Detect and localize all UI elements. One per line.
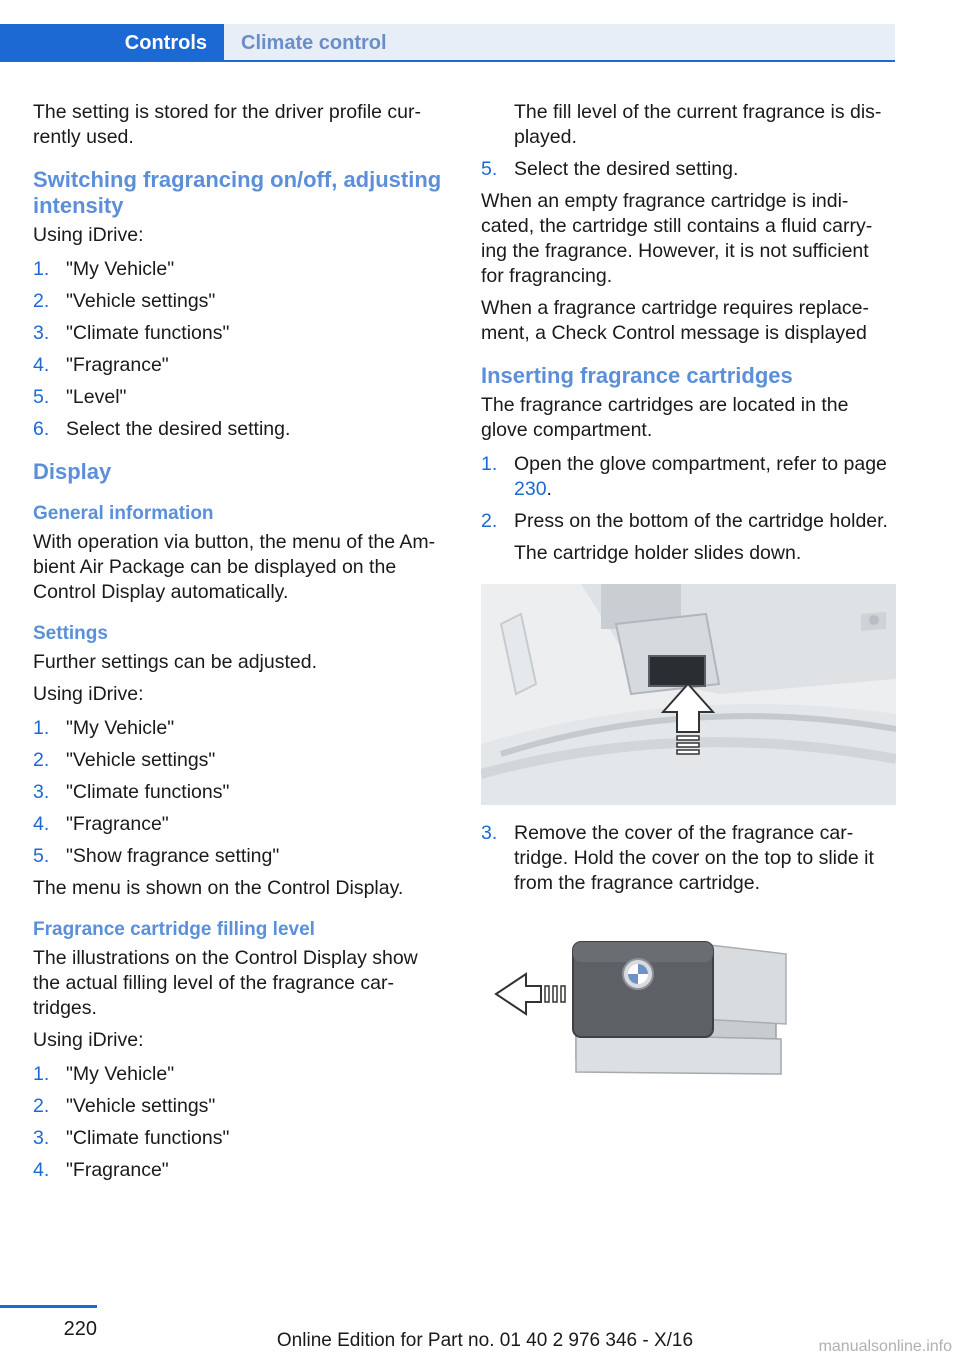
intro-text: The setting is stored for the driver profile cur-rently used.: [33, 101, 421, 148]
list-item: 6. Select the desired setting.: [33, 418, 291, 440]
list-item: 3. "Climate functions": [33, 322, 230, 344]
list-item: 2. "Vehicle settings": [33, 290, 216, 312]
using-idrive-3: Using iDrive:: [33, 1029, 144, 1051]
left-column: [33, 100, 447, 1190]
edition-text: Online Edition for Part no. 01 40 2 976 346 - X/16: [276, 1330, 694, 1351]
list-item: 4. "Fragrance": [33, 354, 169, 376]
tab-controls: Controls: [0, 24, 224, 62]
empty-cartridge-text: When an empty fragrance cartridge is indi-cated, the cartridge still contains a fluid carry-ing the fragrance. However, it is not sufficient for fragrancing.: [481, 190, 873, 287]
list-item: 5. Select the desired setting.: [481, 158, 739, 180]
step-2-subtext: The cartridge holder slides down.: [514, 542, 802, 564]
using-idrive-2: Using iDrive:: [33, 683, 144, 705]
menu-shown-text: The menu is shown on the Control Display.: [33, 877, 404, 899]
page-header: [0, 24, 895, 62]
heading-settings: Settings: [33, 623, 108, 644]
heading-display: Display: [33, 459, 112, 484]
left-arrow-icon: [496, 974, 565, 1014]
steps-list-2: [33, 716, 447, 869]
steps-list-6: [481, 821, 895, 896]
glove-compartment-image: [481, 584, 896, 805]
list-item: 3. "Climate functions": [33, 781, 230, 803]
steps-list-4: [481, 157, 895, 182]
steps-list-1: [33, 257, 447, 442]
heading-inserting-cartridges: Inserting fragrance cartridges: [481, 363, 793, 388]
watermark: manualsonline.info: [818, 1338, 952, 1355]
cartridge-cover-illustration: [481, 914, 896, 1094]
list-item: 1. "My Vehicle": [33, 717, 175, 739]
using-idrive-1: Using iDrive:: [33, 224, 144, 246]
heading-switching-fragrancing: Switching fragrancing on/off, adjusting intensity: [33, 167, 442, 218]
list-item: 2. "Vehicle settings": [33, 749, 216, 771]
right-column: [481, 100, 895, 1094]
general-text: With operation via button, the menu of the Am-bient Air Package can be displayed on the Control Display automatically.: [33, 531, 436, 603]
bmw-logo-icon: [623, 959, 653, 989]
list-item: 2. "Vehicle settings": [33, 1095, 216, 1117]
fill-level-text: The fill level of the current fragrance is dis-played.: [514, 101, 882, 148]
page-number: 220: [63, 1318, 97, 1340]
settings-text: Further settings can be adjusted.: [33, 651, 317, 673]
page-link[interactable]: 230: [514, 478, 547, 500]
glove-compartment-illustration: [481, 584, 896, 805]
located-text: The fragrance cartridges are located in the glove compartment.: [481, 394, 849, 441]
heading-filling-level: Fragrance cartridge filling level: [33, 919, 315, 940]
header-rule: [0, 60, 895, 62]
steps-list-3: [33, 1062, 447, 1183]
heading-general-information: General information: [33, 503, 214, 524]
list-item: 4. "Fragrance": [33, 1159, 169, 1181]
cartridge-cover-image: [481, 914, 896, 1094]
list-item: 1. "My Vehicle": [33, 258, 175, 280]
footer-rule: [0, 1305, 97, 1308]
list-item: 5. "Level": [33, 386, 127, 408]
filling-text: The illustrations on the Control Display show the actual filling level of the fragrance car-tridges.: [33, 947, 418, 1019]
replace-cartridge-text: When a fragrance cartridge requires replace-ment, a Check Control message is displayed: [481, 297, 870, 344]
list-item: 2. Press on the bottom of the cartridge holder. The cartridge holder slides down.: [481, 509, 895, 566]
list-item: 1. Open the glove compartment, refer to page 230.: [481, 453, 887, 500]
list-item: 4. "Fragrance": [33, 813, 169, 835]
steps-list-5: [481, 452, 895, 566]
list-item: 5. "Show fragrance setting": [33, 845, 280, 867]
list-item: 3. Remove the cover of the fragrance car-tridge. Hold the cover on the top to slide it from the fragrance cartridge.: [481, 822, 874, 894]
list-item: 1. "My Vehicle": [33, 1063, 175, 1085]
list-item: 3. "Climate functions": [33, 1127, 230, 1149]
tab-climate-control: Climate control: [224, 24, 895, 62]
